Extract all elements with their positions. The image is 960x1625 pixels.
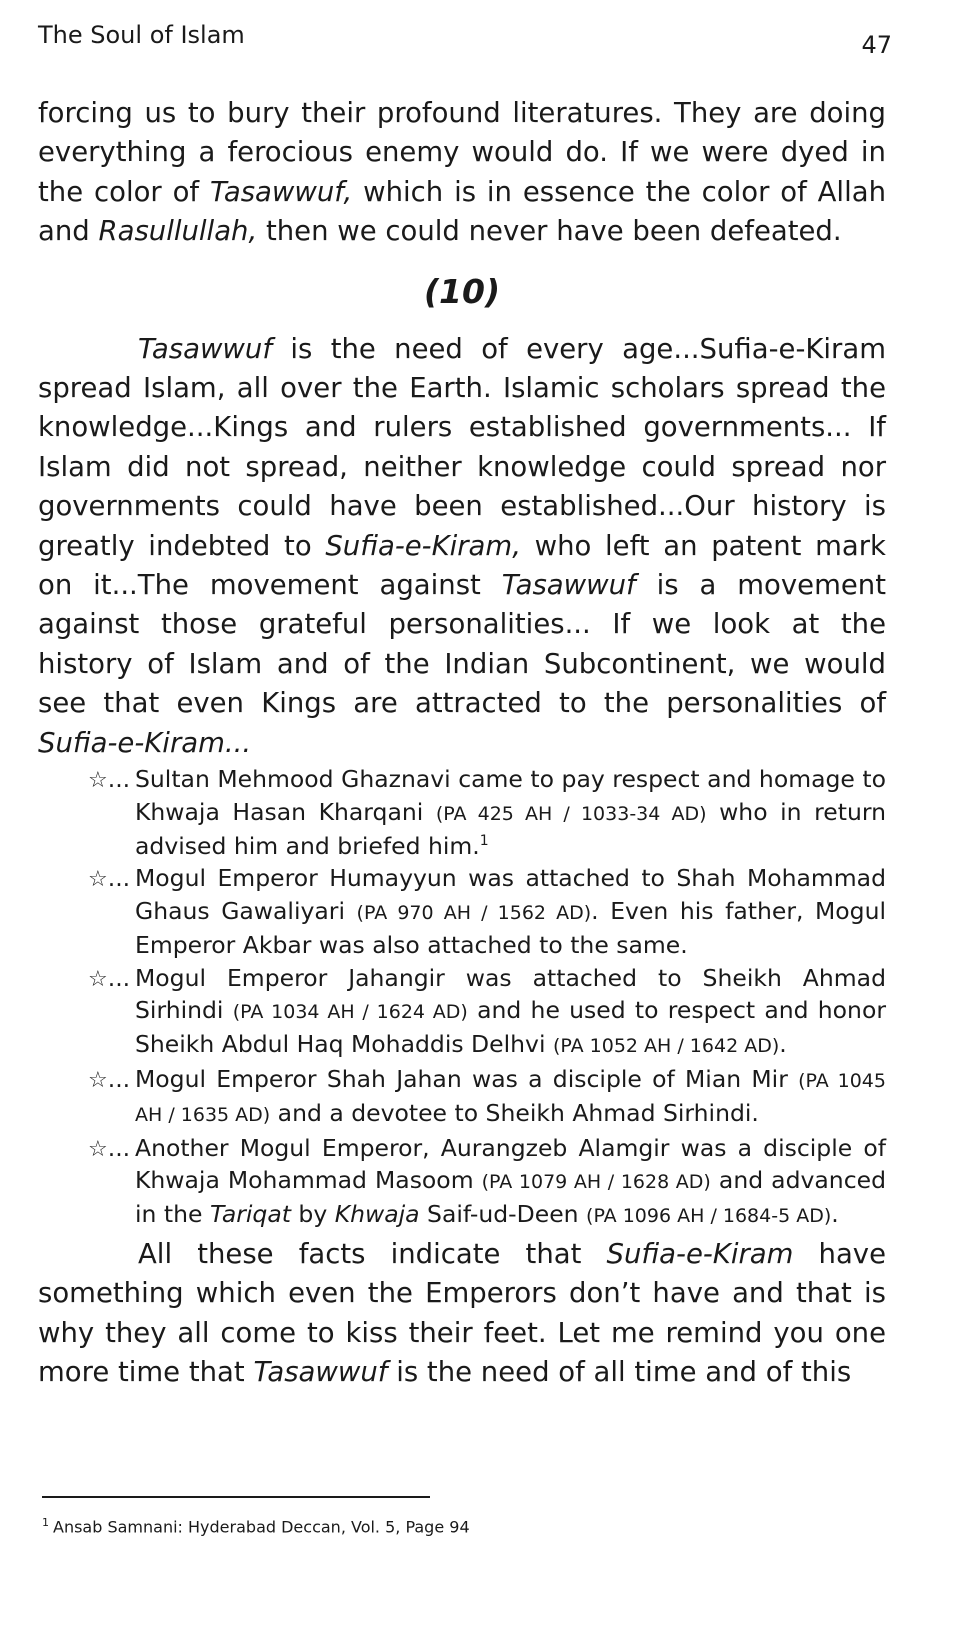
text-run: forcing us to bury their profound literatures. They are doing everything a ferocious enemy would do. If we were dyed in the color of bbox=[38, 97, 886, 208]
text-run: which is in essence the color of Allah and bbox=[38, 175, 886, 248]
date-note: (PA 970 AH / 1562 AD) bbox=[356, 901, 592, 924]
date-note: (PA 1034 AH / 1624 AD) bbox=[232, 1000, 468, 1023]
text-run: Saif-ud-Deen bbox=[419, 1200, 587, 1229]
list-item bbox=[38, 763, 886, 862]
star-icon: ☆ bbox=[88, 1067, 108, 1093]
list-bullet bbox=[88, 962, 130, 996]
date-note: (PA 425 AH / 1033-34 AD) bbox=[435, 802, 707, 825]
text-run: . bbox=[779, 1030, 787, 1059]
list-item bbox=[38, 1132, 886, 1233]
footnote-text: Ansab Samnani: Hyderabad Deccan, Vol. 5, Page 94 bbox=[53, 1517, 470, 1537]
ellipsis: ... bbox=[107, 765, 131, 794]
text-run: and he used to respect and honor Sheikh Abdul Haq Mohaddis Delhvi bbox=[135, 995, 886, 1059]
text-run: Another Mogul Emperor, Aurangzeb Alamgir was a disciple of Khwaja Mohammad Masoom bbox=[135, 1133, 886, 1194]
italic-term: Khwaja bbox=[334, 1200, 420, 1229]
date-note: (PA 1079 AH / 1628 AD) bbox=[481, 1170, 711, 1193]
text-run: and a devotee to Sheikh Ahmad Sirhindi. bbox=[270, 1099, 759, 1128]
page-number: 47 bbox=[861, 31, 892, 59]
page-body bbox=[38, 94, 886, 1392]
ellipsis: ... bbox=[107, 963, 131, 992]
footnote bbox=[42, 1512, 470, 1538]
text-run: is the need of every age...Sufia-e-Kiram spread Islam, all over the Earth. Islamic scholars spread the knowledge...Kings and rulers established governments... If Islam did not spread, neither knowledge could spread nor governments could have been established...Our history is greatly indebted to bbox=[38, 332, 886, 562]
ellipsis: ... bbox=[107, 864, 131, 893]
italic-term: Sufia-e-Kiram... bbox=[38, 726, 252, 759]
list-item bbox=[38, 962, 886, 1063]
text-run: . Even his father, Mogul Emperor Akbar was also attached to the same. bbox=[135, 896, 886, 960]
footnote-ref: 1 bbox=[479, 833, 489, 850]
star-icon: ☆ bbox=[88, 1136, 108, 1162]
text-run: Mogul Emperor Jahangir was attached to Sheikh Ahmad Sirhindi bbox=[135, 963, 886, 1024]
italic-term: Tasawwuf bbox=[138, 332, 273, 365]
date-note: (PA 1052 AH / 1642 AD) bbox=[552, 1035, 780, 1058]
text-run: . bbox=[831, 1200, 839, 1229]
footnote-mark: 1 bbox=[42, 1516, 49, 1529]
emperors-list bbox=[38, 763, 886, 1233]
italic-term: Tariqat bbox=[209, 1200, 291, 1229]
text-run: Mogul Emperor Humayyun was attached to Shah Mohammad Ghaus Gawaliyari bbox=[135, 864, 886, 925]
text-run: who in return advised him and briefed him. bbox=[135, 797, 886, 860]
text-run: Sultan Mehmood Ghaznavi came to pay respect and homage to Khwaja Hasan Kharqani bbox=[135, 765, 886, 826]
italic-term: Rasullullah, bbox=[98, 215, 258, 248]
italic-term: Tasawwuf, bbox=[209, 175, 353, 208]
star-icon: ☆ bbox=[88, 966, 108, 992]
paragraph-closing bbox=[38, 1235, 886, 1393]
text-run: Mogul Emperor Shah Jahan was a disciple of Mian Mir bbox=[135, 1064, 799, 1093]
ellipsis: ... bbox=[107, 1064, 131, 1093]
date-note: (PA 1045 AH / 1635 AD) bbox=[135, 1069, 886, 1127]
book-title: The Soul of Islam bbox=[38, 21, 245, 49]
list-bullet bbox=[88, 1063, 130, 1097]
text-run: is a movement against those grateful personalities... If we look at the history of Islam and of the Indian Subcontinent, we would see that even Kings are attracted to the personalities of bbox=[38, 569, 886, 720]
text-run: by bbox=[290, 1200, 335, 1229]
date-note: (PA 1096 AH / 1684-5 AD) bbox=[586, 1205, 832, 1228]
text-run: All these facts indicate that bbox=[138, 1237, 607, 1270]
ellipsis: ... bbox=[107, 1133, 131, 1162]
list-item bbox=[38, 862, 886, 961]
text-run: and advanced in the bbox=[135, 1165, 886, 1229]
text-run: have something which even the Emperors don’t have and that is why they all come to kiss their feet. Let me remind you one more time that bbox=[38, 1237, 886, 1388]
footnote-divider bbox=[42, 1496, 430, 1498]
list-bullet bbox=[88, 1132, 130, 1166]
text-run: then we could never have been defeated. bbox=[257, 215, 842, 248]
italic-term: Sufia-e-Kiram, bbox=[325, 529, 521, 562]
list-bullet bbox=[88, 763, 130, 797]
paragraph-main bbox=[38, 330, 886, 763]
text-run: who left an patent mark on it...The movement against bbox=[38, 529, 886, 602]
running-head bbox=[38, 20, 892, 59]
list-item bbox=[38, 1063, 886, 1132]
italic-term: Tasawwuf bbox=[501, 569, 636, 602]
italic-term: Sufia-e-Kiram bbox=[606, 1237, 794, 1270]
section-heading: (10) bbox=[423, 271, 501, 311]
italic-term: Tasawwuf bbox=[253, 1356, 388, 1388]
text-run: is the need of all time and of this bbox=[387, 1356, 852, 1388]
list-bullet bbox=[88, 862, 130, 896]
star-icon: ☆ bbox=[88, 867, 108, 893]
star-icon: ☆ bbox=[88, 768, 108, 794]
paragraph-continued bbox=[38, 94, 886, 252]
